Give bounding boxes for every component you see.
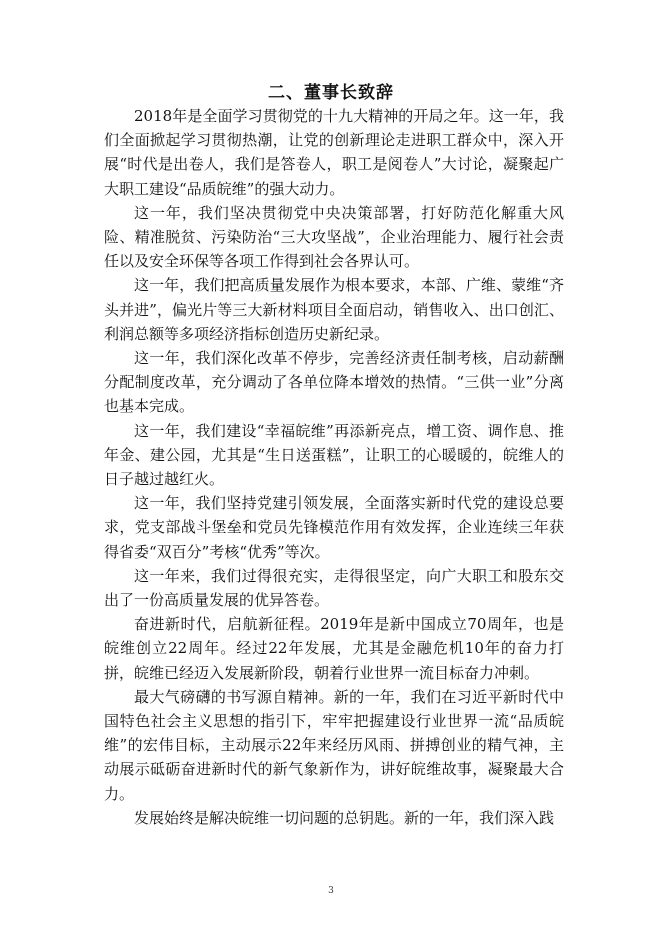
section-title: 二、董事长致辞 — [268, 83, 394, 103]
paragraph: 发展始终是解决皖维一切问题的总钥匙。新的一年，我们深入践 — [134, 808, 555, 827]
paragraph: 这一年，我们把高质量发展作为根本要求，本部、广维、蒙维“齐头并进”，偏光片等三大新材料项目全面启动，销售收入、出口创汇、利润总额等多项经济指标创造历史新纪录。 — [104, 276, 564, 343]
paragraph: 最大气磅礴的书写源自精神。新的一年，我们在习近平新时代中国特色社会主义思想的指引下，牢牢把握建设行业世界一流“品质皖维”的宏伟目标，主动展示22年来经历风雨、拼搏创业的精气神，主动展示砥砺奋进新时代的新气象新作为，讲好皖维故事，凝聚最大合力。 — [104, 687, 564, 803]
paragraph: 这一年，我们坚持党建引领发展，全面落实新时代党的建设总要求，党支部战斗堡垒和党员先锋模范作用有效发挥，企业连续三年获得省委“双百分”考核“优秀”等次。 — [104, 494, 564, 561]
paragraph: 2018年是全面学习贯彻党的十九大精神的开局之年。这一年，我们全面掀起学习贯彻热潮，让党的创新理论走进职工群众中，深入开展“时代是出卷人，我们是答卷人，职工是阅卷人”大讨论，凝聚起广大职工建设“品质皖维”的强大动力。 — [104, 107, 564, 198]
paragraph: 这一年来，我们过得很充实，走得很坚定，向广大职工和股东交出了一份高质量发展的优异答卷。 — [104, 566, 564, 610]
paragraph: 这一年，我们坚决贯彻党中央决策部署，打好防范化解重大风险、精准脱贫、污染防治“三大攻坚战”，企业治理能力、履行社会责任以及安全环保等各项工作得到社会各界认可。 — [104, 203, 564, 271]
page-number: 3 — [328, 886, 334, 896]
paragraph: 奋进新时代，启航新征程。2019年是新中国成立70周年，也是皖维创立22周年。经过22年发展，尤其是金融危机10年的奋力打拼，皖维已经迈入发展新阶段，朝着行业世界一流目标奋力冲刺。 — [104, 615, 564, 682]
chairman-address-body — [104, 104, 564, 830]
paragraph: 这一年，我们深化改革不停步，完善经济责任制考核，启动薪酬分配制度改革，充分调动了各单位降本增效的热情。“三供一业”分离也基本完成。 — [104, 349, 564, 416]
paragraph: 这一年，我们建设“幸福皖维”再添新亮点，增工资、调作息、推年金、建公园，尤其是“生日送蛋糕”，让职工的心暖暖的，皖维人的日子越过越红火。 — [104, 421, 564, 489]
